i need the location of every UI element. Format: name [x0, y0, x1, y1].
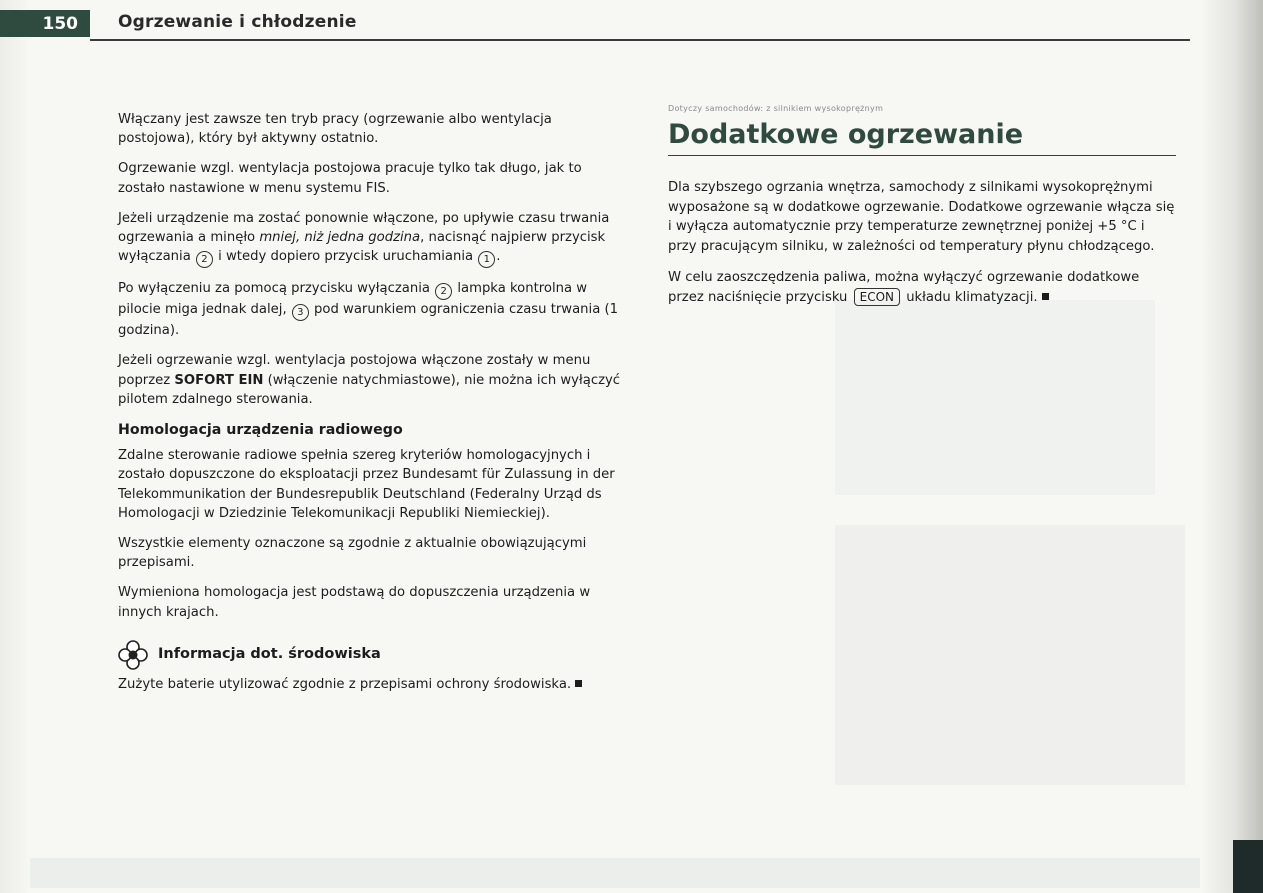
subheading-homologacja: Homologacja urządzenia radiowego	[118, 422, 403, 439]
paragraph: Jeżeli ogrzewanie wzgl. wentylacja postojowa włączone zostały w menu poprzez SOFORT EIN (włączenie natychmiastowe), nie można ich wyłączyć pilotem zdalnego sterowania.	[118, 353, 621, 407]
applicability-note: Dotyczy samochodów: z silnikiem wysokoprężnym	[668, 104, 884, 113]
show-through-footer-bar	[30, 858, 1200, 888]
callout-number-2: 2	[435, 283, 452, 300]
page-number: 150	[0, 10, 90, 37]
callout-number-1: 1	[478, 251, 495, 268]
header-rule	[90, 39, 1190, 41]
paragraph: Zdalne sterowanie radiowe spełnia szereg kryteriów homologacyjnych i zostało dopuszczone do eksploatacji przez Bundesamt für Zulassung in der Telekommunikation der Bundesrepublik Deutschland (Federalny Urząd ds Homologacji w Dziedzinie Telekomunikacji Republiki Niemieckiej).	[118, 448, 615, 521]
page-edge-tab	[1233, 840, 1263, 893]
environment-heading	[118, 640, 628, 670]
paragraph: W celu zaoszczędzenia paliwa, można wyłączyć ogrzewanie dodatkowe przez naciśnięcie przycisku ECON układu klimatyzacji.	[668, 270, 1140, 305]
end-of-section-mark	[575, 680, 582, 687]
callout-number-3: 3	[292, 304, 309, 321]
show-through-figure-top	[835, 300, 1155, 495]
paragraph: Ogrzewanie wzgl. wentylacja postojowa pracuje tylko tak długo, jak to zostało nastawione w menu systemu FIS.	[118, 161, 582, 196]
paragraph: Włączany jest zawsze ten tryb pracy (ogrzewanie albo wentylacja postojowa), który był aktywny ostatnio.	[118, 112, 552, 147]
econ-key-label: ECON	[854, 288, 900, 306]
paragraph: Wymieniona homologacja jest podstawą do dopuszczenia urządzenia w innych krajach.	[118, 585, 591, 620]
paragraph: Wszystkie elementy oznaczone są zgodnie z aktualnie obowiązującymi przepisami.	[118, 536, 587, 571]
right-body	[668, 178, 1176, 308]
paragraph: Dla szybszego ogrzania wnętrza, samochody z silnikami wysokoprężnymi wyposażone są w dodatkowe ogrzewanie. Dodatkowe ogrzewanie włącza się i wyłącza automatycznie przy temperaturze zewnętrznej poniżej +5 °C i przy pracującym silniku, w zależności od temperatury płynu chłodzącego.	[668, 180, 1175, 254]
paragraph: Zużyte baterie utylizować zgodnie z przepisami ochrony środowiska.	[118, 675, 628, 694]
show-through-figure-bottom	[835, 525, 1185, 785]
right-column	[668, 104, 1176, 320]
menu-item-sofort-ein: SOFORT EIN	[174, 372, 264, 388]
environment-heading-text: Informacja dot. środowiska	[158, 646, 381, 663]
paragraph: Jeżeli urządzenie ma zostać ponownie włączone, po upływie czasu trwania ogrzewania a minęło mniej, niż jedna godzina, nacisnąć najpierw przycisk wyłączania 2 i wtedy dopiero przycisk uruchamiania 1 .	[118, 209, 628, 268]
end-of-section-mark	[1042, 293, 1049, 300]
book-spine-shadow	[1233, 0, 1263, 893]
chapter-title: Dodatkowe ogrzewanie	[668, 119, 1176, 156]
flower-icon	[118, 640, 148, 670]
paragraph: Po wyłączeniu za pomocą przycisku wyłączania 2 lampka kontrolna w pilocie miga jednak dalej, 3 pod warunkiem ograniczenia czasu trwania (1 godzina).	[118, 281, 619, 339]
callout-number-2: 2	[196, 251, 213, 268]
left-column	[118, 110, 628, 705]
section-title: Ogrzewanie i chłodzenie	[118, 12, 357, 32]
emphasis-text: mniej, niż jedna godzina	[259, 230, 421, 246]
